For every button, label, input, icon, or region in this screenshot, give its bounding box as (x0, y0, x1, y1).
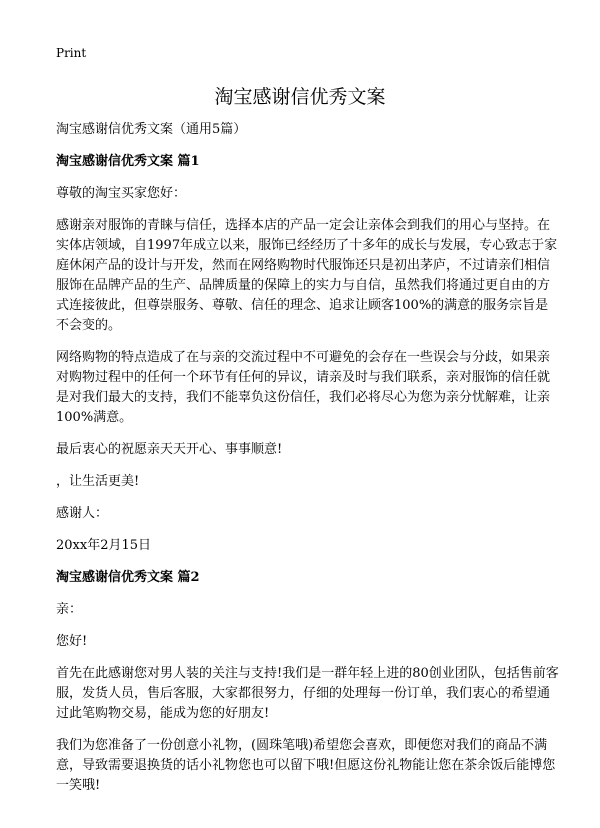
section-heading: 淘宝感谢信优秀文案 篇1 (56, 154, 200, 169)
paragraph: 感谢亲对服饰的青睐与信任，选择本店的产品一定会让亲体会到我们的用心与坚持。在实体店领域，自1997年成立以来，服饰已经经历了十多年的成长与发展，专心致志于家庭休闲产品的设计与开发，然而在网络购物时代服饰还只是初出茅庐，不过请亲们相信服饰在品牌产品的生产、品牌质量的保障上的实力与自信，虽然我们将通过更自由的方式连接彼此，但尊崇服务、尊敬、信任的理念、追求让顾客100%的满意的服务宗旨是不会变的。 (56, 218, 558, 333)
paragraph: 20xx年2月15日 (56, 538, 152, 553)
paragraph: 亲： (56, 602, 83, 617)
section-heading: 淘宝感谢信优秀文案 篇2 (56, 570, 200, 585)
section-1 (56, 152, 560, 556)
document-title: 淘宝感谢信优秀文案 (214, 86, 386, 108)
paragraph: ，让生活更美! (56, 474, 140, 489)
print-link[interactable]: Print (56, 46, 87, 60)
document-content (56, 120, 560, 808)
paragraph: 感谢人： (56, 506, 109, 521)
paragraph: 最后衷心的祝愿亲天天开心、事事顺意! (56, 442, 283, 457)
paragraph: 首先在此感谢您对男人装的关注与支持!我们是一群年轻上进的80创业团队，包括售前客服，发货人员，售后客服，大家都很努力，仔细的处理每一份订单，我们衷心的希望通过此笔购物交易，能成为您的好朋友! (56, 666, 559, 721)
paragraph: 您好! (56, 634, 88, 649)
paragraph: 尊敬的淘宝买家您好： (56, 186, 187, 201)
paragraph: 网络购物的特点造成了在与亲的交流过程中不可避免的会存在一些误会与分歧，如果亲对购物过程中的任何一个环节有任何的异议，请亲及时与我们联系，亲对服饰的信任就是对我们最大的支持，我们不能辜负这份信任，我们必将尽心为您为亲分忧解难，让亲100%满意。 (56, 350, 551, 425)
document-subtitle: 淘宝感谢信优秀文案（通用5篇） (56, 122, 247, 137)
paragraph: 我们为您准备了一份创意小礼物，(圆珠笔哦)希望您会喜欢，即便您对我们的商品不满意，导致需要退换货的话小礼物您也可以留下哦!但愿这份礼物能让您在茶余饭后能博您一笑哦! (56, 738, 556, 793)
section-2 (56, 568, 560, 796)
